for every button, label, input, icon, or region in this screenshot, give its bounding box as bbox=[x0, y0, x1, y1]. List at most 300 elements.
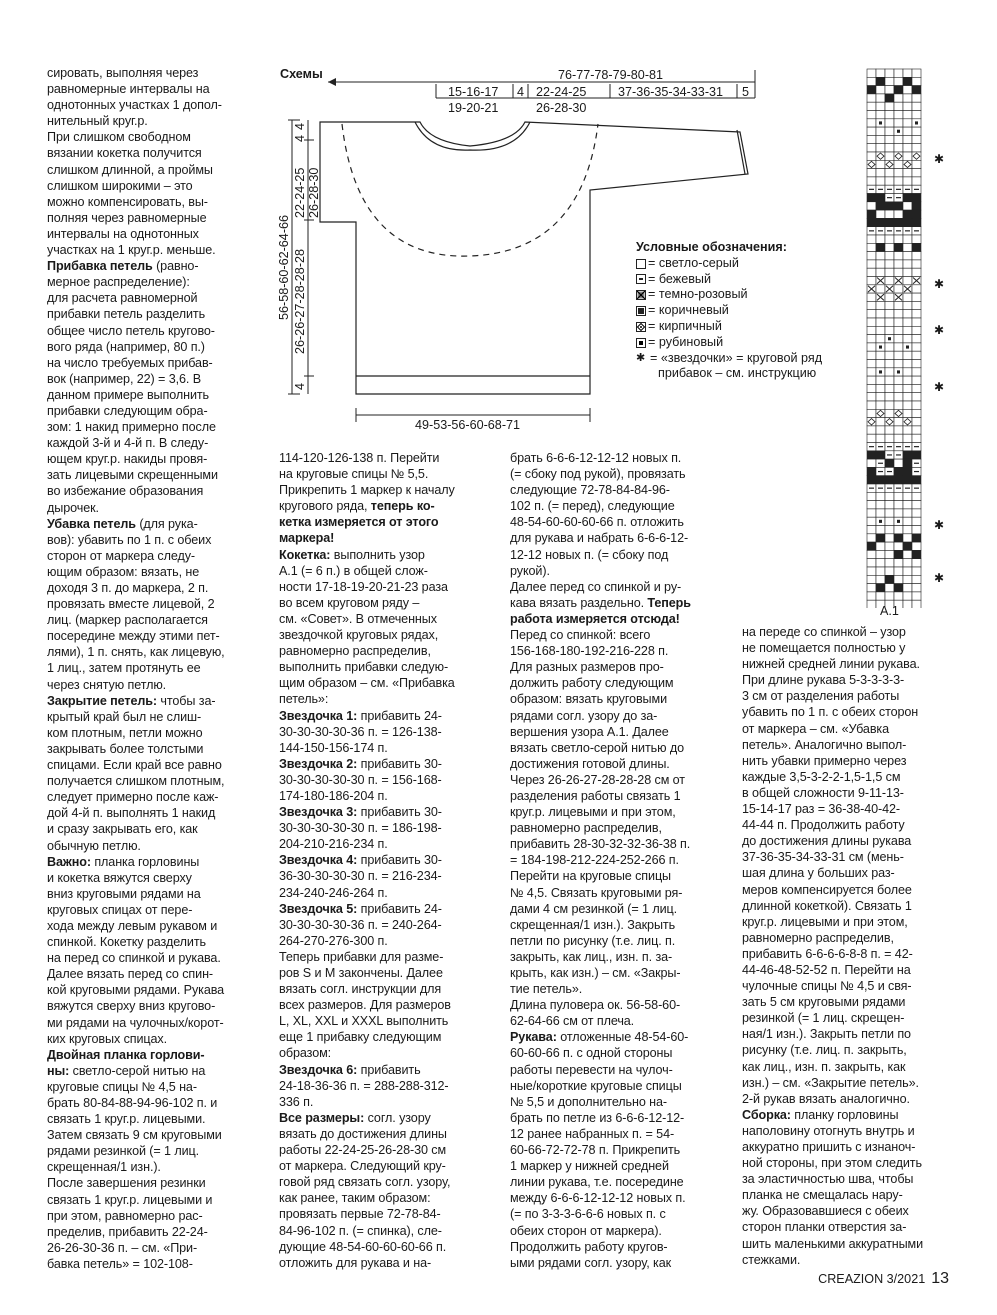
chart-cell bbox=[894, 119, 903, 127]
chart-cell bbox=[903, 119, 912, 127]
chart-cell bbox=[894, 351, 903, 359]
chart-cell bbox=[876, 526, 885, 534]
ruby-swatch-icon bbox=[636, 338, 646, 348]
chart-cell bbox=[876, 351, 885, 359]
bold-heading: Звездочка 2: bbox=[279, 756, 358, 771]
chart-cell bbox=[867, 550, 876, 558]
chart-cell bbox=[885, 384, 894, 392]
chart-cell bbox=[912, 526, 921, 534]
chart-cell-mark bbox=[888, 337, 891, 340]
chart-cell bbox=[903, 268, 912, 276]
chart-cell bbox=[903, 77, 912, 85]
chart-cell bbox=[912, 409, 921, 417]
magazine-name: CREAZION 3/2021 bbox=[818, 1272, 926, 1286]
chart-cell bbox=[894, 426, 903, 434]
chart-cell bbox=[912, 268, 921, 276]
chart-cell bbox=[876, 542, 885, 550]
chart-cell-mark bbox=[906, 346, 909, 349]
chart-cell bbox=[885, 119, 894, 127]
chart-cell bbox=[876, 285, 885, 293]
chart-cell bbox=[894, 135, 903, 143]
chart-cell bbox=[903, 152, 912, 160]
chart-cell bbox=[867, 210, 876, 218]
chart-cell bbox=[903, 501, 912, 509]
bold-heading: Звездочка 4: bbox=[279, 853, 358, 868]
dark-pink-swatch-icon bbox=[636, 290, 646, 300]
chart-cell bbox=[876, 401, 885, 409]
bold-heading: Звездочка 6: bbox=[279, 1062, 358, 1077]
chart-cell bbox=[867, 318, 876, 326]
chart-cell bbox=[876, 135, 885, 143]
chart-cell bbox=[867, 384, 876, 392]
chart-cell bbox=[903, 575, 912, 583]
chart-label: A.1 bbox=[880, 604, 899, 618]
chart-cell bbox=[867, 542, 876, 550]
chart-cell bbox=[867, 409, 876, 417]
chart-cell bbox=[876, 169, 885, 177]
chart-cell bbox=[876, 492, 885, 500]
chart-cell bbox=[867, 310, 876, 318]
pattern-chart-a1 bbox=[866, 68, 922, 608]
chart-cell bbox=[903, 69, 912, 77]
chart-cell bbox=[912, 492, 921, 500]
chart-cell bbox=[912, 144, 921, 152]
chart-cell bbox=[912, 285, 921, 293]
chart-cell bbox=[912, 252, 921, 260]
chart-cell bbox=[885, 459, 894, 467]
chart-cell bbox=[885, 210, 894, 218]
bold-heading: Звездочка 5: bbox=[279, 901, 358, 916]
chart-cell bbox=[885, 360, 894, 368]
chart-cell bbox=[876, 210, 885, 218]
bold-heading: Рукава: bbox=[510, 1030, 557, 1045]
chart-cell bbox=[903, 534, 912, 542]
chart-cell bbox=[867, 476, 876, 484]
chart-cell bbox=[885, 318, 894, 326]
paragraph-text: прибавить 24- 30-30-30-30-36 п. = 240-264- 264-270-276-300 п. Теперь прибавки для разме- ров S и M закончены. Далее вязать согл. инструкции для всех размеров. Для размеров L, XL, XXL и XXXL выполнить еще 1 прибавку следующим образом: bbox=[279, 901, 451, 1061]
chart-cell bbox=[876, 509, 885, 517]
paragraph-text: согл. узору вязать до достижения длины работы 22-24-25-26-28-30 см от маркера. Следующий кру- говой ряд связать согл. узору, как ранее, таким образом: провязать первые 72-78-84- 84-96-102 п. (= спинка), сле- дующие 48-54-60-60-60-66 п. отложить для рукава и на- bbox=[279, 1110, 451, 1270]
chart-cell bbox=[885, 86, 894, 94]
chart-cell bbox=[867, 434, 876, 442]
chart-cell bbox=[912, 94, 921, 102]
paragraph-text: (для рука- вов): убавить по 1 п. с обеих сторон от маркера следу- ющим образом: вязать, не доходя 3 п. до маркера, 2 п. провязать вместе лицевой, 2 лиц. (маркер располагается посередине между этими пет- лями), 1 п. снять, как лицевую, 1 лиц., затем протянуть ее через снятую петлю. bbox=[47, 516, 225, 692]
paragraph-text: прибавить 30- 30-30-30-30-30 п. = 186-198- 204-210-216-234 п. bbox=[279, 805, 442, 852]
chart-cell bbox=[894, 376, 903, 384]
chart-cell bbox=[885, 202, 894, 210]
chart-cell bbox=[894, 94, 903, 102]
chart-cell bbox=[876, 94, 885, 102]
paragraph-text: 114-120-126-138 п. Перейти на круговые спицы № 5,5. Прикрепить 1 маркер к началу кругового ряда, bbox=[279, 451, 455, 514]
chart-cell bbox=[903, 127, 912, 135]
chart-cell bbox=[903, 459, 912, 467]
chart-cell bbox=[903, 293, 912, 301]
chart-cell bbox=[894, 268, 903, 276]
paragraph-text: прибавить 24-18-36-36 п. = 288-288-312- 336 п. bbox=[279, 1062, 449, 1109]
chart-cell bbox=[867, 467, 876, 475]
chart-cell bbox=[903, 335, 912, 343]
chart-cell bbox=[876, 384, 885, 392]
chart-cell bbox=[867, 194, 876, 202]
chart-cell bbox=[894, 252, 903, 260]
chart-cell bbox=[903, 318, 912, 326]
chart-cell bbox=[912, 243, 921, 251]
chart-cell bbox=[876, 235, 885, 243]
bottom-width-label: 49-53-56-60-68-71 bbox=[415, 418, 521, 432]
left-dim-4c: 4 bbox=[293, 382, 307, 390]
chart-cell bbox=[903, 517, 912, 525]
chart-cell bbox=[912, 111, 921, 119]
paragraph-text: сировать, выполняя через равномерные интервалы на однотонных участках 1 допол- нительный круг.р. При слишком свободном вязании кокетка получится слишком длинной, а проймы слишком широкими – это можно компенсировать, вы- полняя через равномерные интервалы на однотонных участках на 1 круг.р. меньше. bbox=[47, 66, 222, 258]
chart-cell bbox=[885, 111, 894, 119]
chart-cell bbox=[894, 418, 903, 426]
chart-cell bbox=[885, 351, 894, 359]
bold-heading: Закрытие петель: bbox=[47, 693, 158, 708]
chart-cell bbox=[885, 127, 894, 135]
chart-cell bbox=[894, 218, 903, 226]
chart-cell bbox=[903, 559, 912, 567]
chart-cell bbox=[876, 77, 885, 85]
chart-cell bbox=[894, 360, 903, 368]
chart-cell bbox=[885, 77, 894, 85]
chart-cell bbox=[912, 418, 921, 426]
chart-cell bbox=[885, 401, 894, 409]
chart-cell bbox=[876, 177, 885, 185]
chart-cell bbox=[867, 111, 876, 119]
chart-cell bbox=[903, 277, 912, 285]
chart-cell bbox=[903, 376, 912, 384]
chart-cell bbox=[912, 293, 921, 301]
chart-cell bbox=[912, 550, 921, 558]
chart-cell bbox=[903, 135, 912, 143]
chart-cell bbox=[867, 86, 876, 94]
paragraph-text: планка горловины и кокетка вяжутся сверху вниз круговыми рядами на круговых спицах от пере- хода между левым рукавом и спинкой. Кокетку разделить на перед со спинкой и рукава. Далее вязать перед со спин- кой круговыми рядами. Рукава вяжутся сверху вниз кругово- ми рядами на чулочных/корот- ких круговых спицах. bbox=[47, 854, 225, 1046]
chart-cell bbox=[876, 418, 885, 426]
chart-cell bbox=[867, 268, 876, 276]
chart-cell bbox=[894, 476, 903, 484]
chart-cell bbox=[894, 202, 903, 210]
chart-cell bbox=[867, 235, 876, 243]
chart-cell bbox=[885, 592, 894, 600]
chart-cell bbox=[885, 177, 894, 185]
chart-cell bbox=[912, 318, 921, 326]
chart-cell bbox=[885, 368, 894, 376]
chart-cell bbox=[867, 293, 876, 301]
chart-cell bbox=[885, 94, 894, 102]
chart-cell bbox=[903, 584, 912, 592]
chart-star-2: ✱ bbox=[934, 277, 945, 291]
chart-cell-mark bbox=[897, 370, 900, 373]
chart-cell bbox=[867, 102, 876, 110]
page-footer bbox=[818, 1270, 949, 1288]
chart-cell bbox=[885, 501, 894, 509]
legend bbox=[636, 240, 866, 382]
chart-cell bbox=[912, 160, 921, 168]
chart-cell bbox=[876, 534, 885, 542]
chart-cell bbox=[876, 559, 885, 567]
chart-cell bbox=[876, 243, 885, 251]
chart-cell bbox=[894, 459, 903, 467]
left-total-label: 56-58-60-62-64-66 bbox=[277, 214, 291, 320]
chart-cell bbox=[876, 202, 885, 210]
chart-cell bbox=[894, 501, 903, 509]
chart-cell bbox=[876, 127, 885, 135]
chart-star-6: ✱ bbox=[934, 571, 945, 585]
chart-cell-mark bbox=[879, 520, 882, 523]
chart-cell bbox=[903, 451, 912, 459]
chart-cell bbox=[912, 69, 921, 77]
chart-cell bbox=[903, 252, 912, 260]
chart-cell bbox=[912, 169, 921, 177]
chart-cell bbox=[903, 260, 912, 268]
paragraph-text: прибавить 30- 36-30-30-30-30 п. = 216-234- 234-240-246-264 п. bbox=[279, 853, 442, 900]
chart-cell bbox=[894, 310, 903, 318]
chart-cell bbox=[867, 177, 876, 185]
chart-cell bbox=[867, 343, 876, 351]
chart-cell bbox=[912, 501, 921, 509]
chart-cell bbox=[903, 360, 912, 368]
chart-cell bbox=[912, 310, 921, 318]
chart-cell bbox=[876, 550, 885, 558]
chart-cell bbox=[894, 86, 903, 94]
chart-cell bbox=[876, 335, 885, 343]
chart-cell bbox=[876, 268, 885, 276]
chart-cell bbox=[894, 534, 903, 542]
chart-cell bbox=[894, 393, 903, 401]
bold-heading: Все размеры: bbox=[279, 1110, 365, 1125]
chart-cell bbox=[894, 301, 903, 309]
chart-cell bbox=[903, 301, 912, 309]
chart-cell bbox=[867, 600, 876, 608]
chart-cell bbox=[885, 534, 894, 542]
chart-cell bbox=[867, 335, 876, 343]
chart-cell bbox=[867, 376, 876, 384]
chart-cell bbox=[876, 584, 885, 592]
bold-heading: Убавка петель bbox=[47, 516, 136, 531]
left-yoke-a: 22-24-25 bbox=[293, 167, 307, 218]
chart-cell bbox=[912, 517, 921, 525]
chart-cell bbox=[912, 210, 921, 218]
paragraph-text: (равно- мерное распределение): для расчета равномерной прибавки петель разделить общее число петель кругово- вого ряда (например, 80 п.) на число требуемых прибав- вок (например, 22) = 3,6. В данном примере выполнить прибавки следующим обра- зом: 1 накид примерно после каждой 3-й и 4-й п. В следу- ющем круг.р. накиды провя- зать лицевыми скрещенными во избежание образования дырочек. bbox=[47, 259, 218, 515]
chart-cell bbox=[885, 301, 894, 309]
chart-cell bbox=[903, 202, 912, 210]
chart-cell bbox=[912, 509, 921, 517]
chart-cell bbox=[912, 301, 921, 309]
chart-cell bbox=[912, 393, 921, 401]
chart-cell bbox=[912, 401, 921, 409]
chart-cell bbox=[912, 567, 921, 575]
chart-cell bbox=[912, 194, 921, 202]
chart-cell bbox=[903, 169, 912, 177]
chart-cell bbox=[903, 384, 912, 392]
chart-cell bbox=[894, 542, 903, 550]
chart-cell bbox=[894, 69, 903, 77]
chart-cell bbox=[912, 77, 921, 85]
yoke-width-b: 26-28-30 bbox=[536, 101, 587, 115]
chart-cell bbox=[912, 559, 921, 567]
beige-swatch-icon bbox=[636, 274, 646, 284]
chart-cell bbox=[903, 102, 912, 110]
chart-cell bbox=[912, 202, 921, 210]
chart-cell bbox=[867, 169, 876, 177]
paragraph-text: чтобы за- крытый край был не слиш- ком плотным, петли можно закрывать более толстыми спицами. Если край все равно получается слишком плотным, следует примерно после каж- дой 4-й п. выполнять 1 накид и сразу закрывать его, как обычную петлю. bbox=[47, 693, 225, 853]
chart-cell bbox=[903, 111, 912, 119]
chart-cell bbox=[876, 360, 885, 368]
bold-heading: Теперь работа измеряется отсюда! bbox=[510, 595, 691, 626]
chart-cell bbox=[867, 393, 876, 401]
chart-cell bbox=[912, 335, 921, 343]
schema-title: Схемы bbox=[280, 67, 323, 81]
chart-cell bbox=[867, 135, 876, 143]
paragraph-text: выполнить узор А.1 (= 6 п.) в общей слож- ности 17-18-19-20-21-23 раза во всем круговом ряду – см. «Совет». В отмеченных звездочкой круговых рядах, равномерно распределив, выполнить прибавки следую- щим образом – см. «Прибавка петель»: bbox=[279, 547, 455, 707]
chart-cell bbox=[885, 426, 894, 434]
bold-heading: теперь ко- кетка измеряется от этого маркера! bbox=[279, 499, 439, 546]
chart-cell bbox=[885, 393, 894, 401]
left-yoke-b: 26-28-30 bbox=[307, 167, 321, 218]
chart-cell bbox=[876, 567, 885, 575]
chart-cell bbox=[894, 550, 903, 558]
left-dim-4b: 4 bbox=[293, 134, 307, 142]
paragraph-text: планку горловины наполовину отогнуть внутрь и аккуратно пришить с изнаноч- ной стороны, при этом следить за эластичностью шва, чтобы планка не смещалась нару- жу. Образовавшиеся с обеих сторон планки отверстия за- шить маленькими аккуратными стежками. bbox=[742, 1107, 924, 1267]
chart-cell bbox=[903, 434, 912, 442]
chart-cell bbox=[894, 335, 903, 343]
chart-cell bbox=[912, 102, 921, 110]
chart-cell bbox=[912, 592, 921, 600]
chart-cell bbox=[894, 384, 903, 392]
page-number: 13 bbox=[931, 1270, 949, 1287]
chart-cell bbox=[867, 592, 876, 600]
chart-cell bbox=[903, 526, 912, 534]
chart-cell bbox=[885, 235, 894, 243]
chart-cell bbox=[903, 368, 912, 376]
chart-cell bbox=[885, 517, 894, 525]
legend-item-star: ✱ = «звездочки» = круговой ряд bbox=[636, 350, 823, 365]
chart-cell bbox=[912, 218, 921, 226]
chart-cell bbox=[867, 243, 876, 251]
chart-cell bbox=[885, 476, 894, 484]
chart-cell bbox=[903, 326, 912, 334]
chart-cell bbox=[876, 301, 885, 309]
chart-cell bbox=[894, 526, 903, 534]
left-dim-4a: 4 bbox=[293, 122, 307, 130]
chart-cell bbox=[885, 326, 894, 334]
chart-cell bbox=[867, 492, 876, 500]
legend-star-cont: прибавок – см. инструкцию bbox=[658, 366, 817, 381]
left-body-length: 26-26-27-28-28-28 bbox=[293, 248, 307, 354]
chart-cell bbox=[885, 343, 894, 351]
chart-cell bbox=[912, 575, 921, 583]
chart-cell bbox=[903, 177, 912, 185]
chart-cell bbox=[885, 492, 894, 500]
chart-cell bbox=[903, 243, 912, 251]
paragraph-text: брать 6-6-6-12-12-12 новых п. (= сбоку под рукой), провязать следующие 72-78-84-84-96- 102 п. (= перед), следующие 48-54-60-60-60-66 п. отложить для рукава и набрать 6-6-6-12- 12-12 новых п. (= сбоку под рукой). Далее перед со спинкой и ру- кава вязать раздельно. bbox=[510, 451, 689, 610]
chart-cell bbox=[876, 260, 885, 268]
chart-cell bbox=[876, 160, 885, 168]
chart-cell bbox=[867, 351, 876, 359]
chart-cell bbox=[876, 592, 885, 600]
chart-cell bbox=[912, 135, 921, 143]
chart-cell bbox=[867, 509, 876, 517]
chart-cell bbox=[894, 285, 903, 293]
chart-cell bbox=[876, 426, 885, 434]
chart-cell bbox=[894, 592, 903, 600]
chart-cell bbox=[894, 434, 903, 442]
chart-cell bbox=[885, 542, 894, 550]
chart-cell bbox=[894, 343, 903, 351]
chart-star-5: ✱ bbox=[934, 518, 945, 532]
chart-cell bbox=[894, 559, 903, 567]
chart-cell bbox=[894, 467, 903, 475]
chart-cell bbox=[876, 393, 885, 401]
chart-cell bbox=[867, 459, 876, 467]
chart-cell bbox=[912, 86, 921, 94]
brown-swatch-icon bbox=[636, 306, 646, 316]
chart-cell bbox=[885, 526, 894, 534]
chart-cell bbox=[885, 310, 894, 318]
chart-cell bbox=[894, 77, 903, 85]
chart-cell bbox=[912, 376, 921, 384]
chart-star-4: ✱ bbox=[934, 380, 945, 394]
chart-cell bbox=[903, 509, 912, 517]
chart-cell bbox=[912, 384, 921, 392]
chart-cell bbox=[867, 218, 876, 226]
chart-cell bbox=[885, 409, 894, 417]
chart-cell bbox=[894, 567, 903, 575]
chart-cell bbox=[867, 526, 876, 534]
chart-cell bbox=[867, 260, 876, 268]
chart-cell bbox=[912, 476, 921, 484]
dim-five: 5 bbox=[742, 85, 750, 99]
chart-cell bbox=[876, 501, 885, 509]
yoke-width-a: 22-24-25 bbox=[536, 85, 587, 99]
chart-cell bbox=[867, 202, 876, 210]
chart-cell bbox=[876, 218, 885, 226]
chart-cell bbox=[867, 252, 876, 260]
chart-cell bbox=[876, 111, 885, 119]
bold-heading: Важно: bbox=[47, 854, 91, 869]
sleeve-length-label: 37-36-35-34-33-31 bbox=[618, 85, 724, 99]
chart-cell bbox=[903, 592, 912, 600]
chart-cell bbox=[894, 177, 903, 185]
chart-cell bbox=[885, 550, 894, 558]
chart-star-1: ✱ bbox=[934, 152, 945, 166]
chart-cell bbox=[885, 575, 894, 583]
bold-heading: Прибавка петель bbox=[47, 259, 153, 274]
chart-cell bbox=[903, 492, 912, 500]
chart-cell bbox=[912, 177, 921, 185]
chart-cell-mark bbox=[879, 370, 882, 373]
chart-cell bbox=[903, 218, 912, 226]
chart-cell bbox=[894, 169, 903, 177]
chart-cell bbox=[894, 102, 903, 110]
chart-cell bbox=[894, 111, 903, 119]
chart-cell bbox=[912, 434, 921, 442]
chart-cell bbox=[876, 434, 885, 442]
chart-cell bbox=[867, 451, 876, 459]
bold-heading: Сборка: bbox=[742, 1107, 791, 1122]
chart-cell bbox=[903, 426, 912, 434]
chart-cell bbox=[885, 152, 894, 160]
paragraph-text: светло-серой нитью на круговые спицы № 4,5 на- брать 80-84-88-94-96-102 п. и связать 1 круг.р. лицевыми. Затем связать 9 см круговыми рядами резинкой (= 1 лиц. скрещенная/1 изн.). После завершения резинки связать 1 круг.р. лицевыми и при этом, равномерно рас- пределив, прибавить 22-24- 26-26-30-36 п. – см. «При- бавка петель» = 102-108- bbox=[47, 1063, 222, 1271]
text-column-2 bbox=[279, 450, 494, 1271]
chart-cell bbox=[903, 194, 912, 202]
chart-cell bbox=[903, 235, 912, 243]
chart-cell bbox=[867, 426, 876, 434]
chart-cell bbox=[912, 426, 921, 434]
chart-cell bbox=[867, 368, 876, 376]
chart-cell bbox=[867, 277, 876, 285]
chart-cell bbox=[885, 376, 894, 384]
